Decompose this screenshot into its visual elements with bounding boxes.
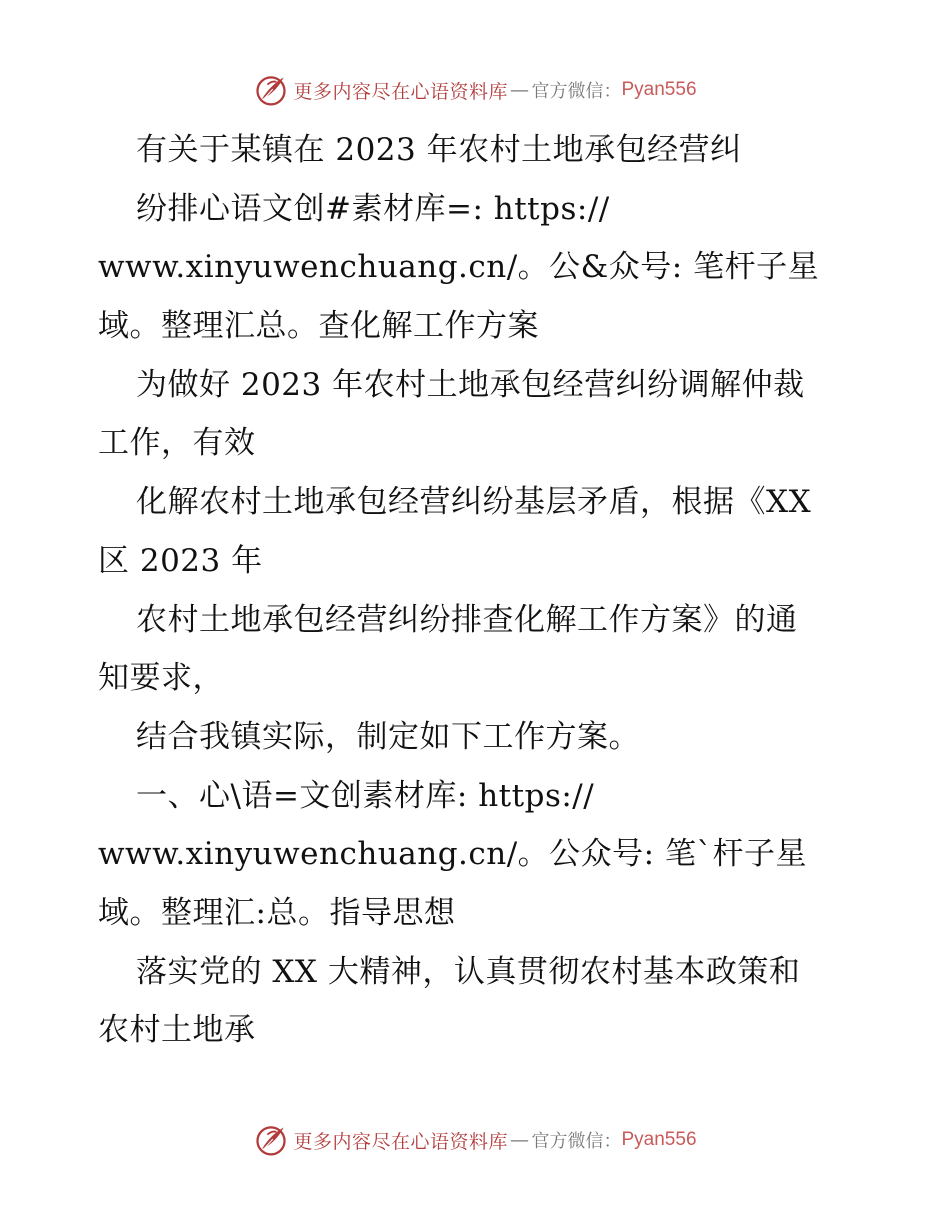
doc-line: 农村土地承包经营纠纷排查化解工作方案》的通 — [136, 601, 798, 638]
footer-banner — [0, 1120, 950, 1160]
header-banner — [0, 70, 950, 110]
banner-dash: — — [510, 1129, 530, 1151]
banner-dash: — — [510, 79, 530, 101]
doc-line: 域。整理汇总。查化解工作方案 — [98, 308, 539, 345]
banner-title: 更多内容尽在心语资料库 — [293, 80, 508, 103]
doc-line: 化解农村土地承包经营纠纷基层矛盾，根据《XX — [136, 484, 812, 521]
banner-title: 更多内容尽在心语资料库 — [293, 1130, 508, 1153]
doc-line: 一、心\语=文创素材库: https:// — [136, 777, 595, 814]
doc-line: 知要求， — [98, 660, 224, 697]
feather-quill-icon — [253, 72, 289, 108]
doc-line: 工作，有效 — [98, 425, 256, 462]
doc-line: 域。整理汇:总。指导思想 — [98, 894, 456, 931]
doc-line: www.xinyuwenchuang.cn/。公众号: 笔`杆子星 — [98, 836, 807, 873]
doc-line: www.xinyuwenchuang.cn/。公&众号: 笔杆子星 — [98, 249, 820, 286]
doc-line: 区 2023 年 — [98, 542, 263, 579]
doc-line: 有关于某镇在 2023 年农村土地承包经营纠 — [136, 132, 742, 168]
doc-line: 为做好 2023 年农村土地承包经营纠纷调解仲裁 — [136, 366, 805, 403]
feather-quill-icon — [253, 1122, 289, 1158]
doc-line: 农村土地承 — [98, 1012, 256, 1049]
banner-handle: Pyan556 — [621, 79, 697, 100]
banner-label: 官方微信： — [531, 1131, 622, 1152]
doc-line: 落实党的 XX 大精神，认真贯彻农村基本政策和 — [136, 953, 801, 990]
banner-label: 官方微信： — [531, 81, 622, 102]
doc-line: 纷排心语文创#素材库=: https:// — [136, 190, 610, 227]
banner-handle: Pyan556 — [621, 1129, 697, 1150]
doc-line: 结合我镇实际，制定如下工作方案。 — [136, 718, 640, 755]
document-body — [98, 121, 858, 1060]
